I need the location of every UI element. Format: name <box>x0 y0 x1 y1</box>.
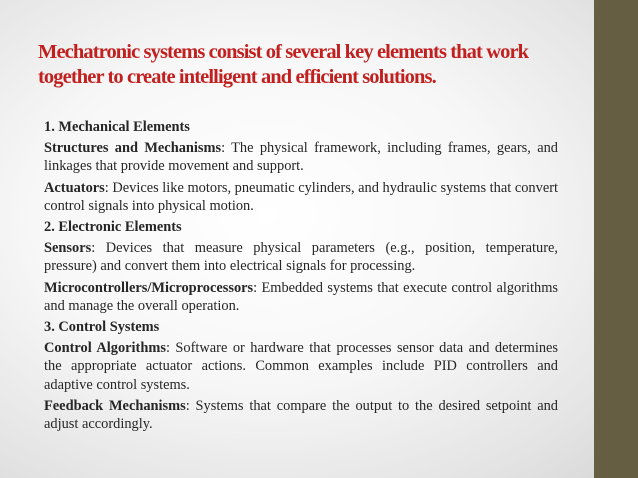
item-text: : The physical framework, including frames, gears, and linkages that provide movement and support. <box>44 140 558 175</box>
section-heading: 1. Mechanical Elements <box>44 119 190 135</box>
section-control <box>44 318 558 433</box>
item-term: Sensors <box>44 240 92 257</box>
item-text: : Systems that compare the output to the desired setpoint and adjust accordingly. <box>44 397 558 433</box>
section-electronic <box>44 218 558 315</box>
item-term: Structures and Mechanisms <box>44 140 222 157</box>
list-item <box>44 279 558 315</box>
item-term: Control Algorithms <box>44 340 166 357</box>
item-text: : Software or hardware that processes sensor data and determines the appropriate actuator actions. Common examples include PID controllers and adaptive control systems. <box>44 340 559 393</box>
title-line-2: together to create intelligent and efficient solutions. <box>38 66 436 88</box>
list-item <box>44 179 558 215</box>
item-text: : Embedded systems that execute control algorithms and manage the overall operation. <box>44 279 558 314</box>
decorative-side-bar <box>594 0 638 478</box>
item-text: : Devices like motors, pneumatic cylinders, and hydraulic systems that convert control signals into physical motion. <box>44 179 558 214</box>
title-line-1: Mechatronic systems consist of several key elements that work <box>38 41 529 63</box>
slide-title <box>38 40 578 90</box>
section-mechanical <box>44 118 558 215</box>
list-item <box>44 397 558 433</box>
slide-body <box>44 118 558 436</box>
item-term: Microcontrollers/Microprocessors <box>44 279 254 296</box>
item-term: Actuators <box>44 179 105 196</box>
list-item <box>44 139 558 175</box>
item-term: Feedback Mechanisms <box>44 397 186 414</box>
list-item <box>44 239 558 275</box>
list-item <box>44 339 558 394</box>
item-text: : Devices that measure physical parameters (e.g., position, temperature, pressure) and convert them into electrical signals for processing. <box>44 240 558 275</box>
section-heading: 2. Electronic Elements <box>44 219 182 236</box>
section-heading: 3. Control Systems <box>44 319 160 336</box>
